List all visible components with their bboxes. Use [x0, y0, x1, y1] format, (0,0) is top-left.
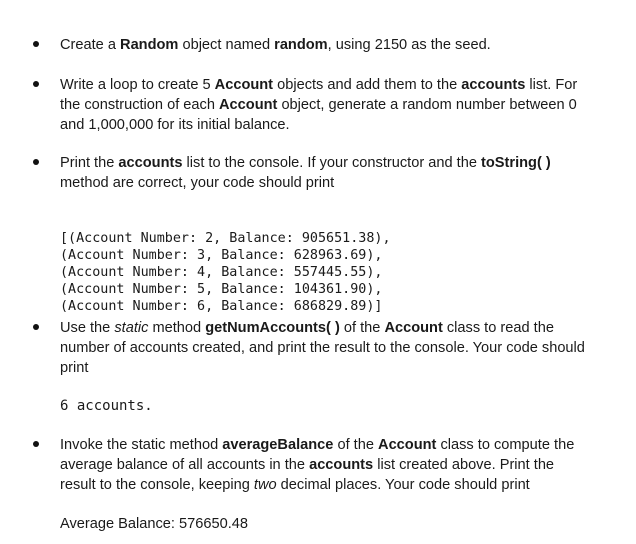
instruction-4 [60, 318, 592, 378]
bold-term: toString( ) [481, 155, 551, 171]
instruction-1 [60, 35, 592, 55]
bold-term: accounts [309, 457, 374, 473]
console-output-accounts [60, 213, 391, 332]
text-run: list created above. Print the result to the console, keeping [60, 457, 555, 493]
text-run: object named [178, 37, 275, 53]
console-output-average: Average Balance: 576650.48 [60, 516, 248, 532]
instruction-5 [60, 435, 592, 495]
bold-term: random [274, 37, 328, 53]
bold-term: averageBalance [222, 437, 334, 453]
bullet-icon [33, 41, 39, 47]
text-run: list to the console. If your constructor and the [182, 155, 482, 171]
bullet-icon [33, 159, 39, 165]
bullet-icon [33, 81, 39, 87]
code-line: [(Account Number: 2, Balance: 905651.38), [60, 231, 391, 246]
text-run: method are correct, your code should print [60, 175, 335, 191]
bold-term: Random [120, 37, 179, 53]
text-run: method [148, 320, 206, 336]
text-run: list. For the construction of each [60, 77, 578, 113]
bullet-icon [33, 324, 39, 330]
bold-term: Account [378, 437, 437, 453]
bold-term: Account [214, 77, 274, 93]
text-run: Print the [60, 155, 119, 171]
text-run: decimal places. Your code should print [276, 477, 530, 493]
instruction-3 [60, 153, 592, 193]
code-line: (Account Number: 5, Balance: 104361.90), [60, 282, 383, 297]
instruction-2 [60, 75, 592, 135]
bold-term: getNumAccounts( ) [205, 320, 340, 336]
bullet-icon [33, 441, 39, 447]
text-run: , using 2150 as the seed. [327, 37, 491, 53]
italic-term: static [114, 320, 149, 336]
code-line: (Account Number: 6, Balance: 686829.89)] [60, 299, 383, 314]
code-line: (Account Number: 4, Balance: 557445.55), [60, 265, 383, 280]
bold-term: Account [384, 320, 443, 336]
code-line: (Account Number: 3, Balance: 628963.69), [60, 248, 383, 263]
text-run: of the [333, 437, 379, 453]
text-run: class to read the number of accounts created, and print the result to the console. Your code should print [60, 320, 585, 376]
text-run: object, generate a random number between 0 and 1,000,000 for its initial balance. [60, 97, 577, 133]
text-run: of the [339, 320, 385, 336]
console-output-count: 6 accounts. [60, 398, 153, 414]
italic-term: two [253, 477, 277, 493]
text-run: Invoke the static method [60, 437, 223, 453]
text-run: Use the [60, 320, 115, 336]
bold-term: Account [219, 97, 278, 113]
bold-term: accounts [461, 77, 526, 93]
text-run: Create a [60, 37, 121, 53]
text-run: objects and add them to the [273, 77, 462, 93]
bold-term: accounts [118, 155, 183, 171]
text-run: Write a loop to create 5 [60, 77, 215, 93]
text-run: class to compute the average balance of all accounts in the [60, 437, 575, 473]
